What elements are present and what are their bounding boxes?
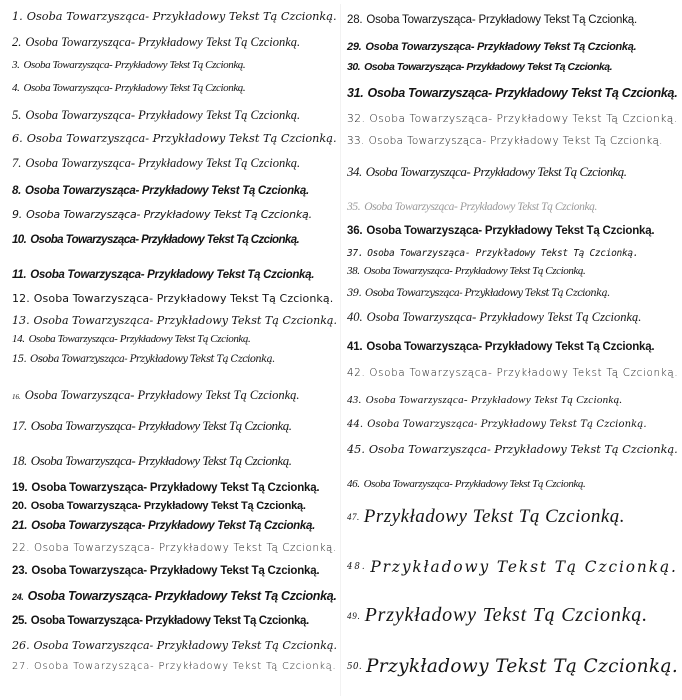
sample-text: Osoba Towarzysząca- Przykładowy Tekst Tą Czcionką. <box>369 367 679 379</box>
sample-number: 50. <box>347 661 363 672</box>
sample-number: 20. <box>12 500 27 512</box>
sample-text: Osoba Towarzysząca- Przykładowy Tekst Tą Czcionką. <box>30 500 306 512</box>
font-sample-33 <box>347 136 663 147</box>
sample-number: 25. <box>12 615 27 627</box>
font-sample-6 <box>12 133 337 145</box>
sample-number: 5. <box>12 108 22 122</box>
sample-text: Osoba Towarzysząca- Przykładowy Tekst Tą Czcionką. <box>27 589 337 603</box>
font-sample-19 <box>12 483 319 495</box>
sample-text: Osoba Towarzysząca- Przykładowy Tekst Tą Czcionką. <box>33 292 334 305</box>
font-sample-39 <box>347 289 610 299</box>
font-sample-38 <box>347 266 585 277</box>
font-sample-24 <box>12 590 337 603</box>
sample-number: 39. <box>347 288 362 299</box>
sample-number: 28. <box>347 14 363 26</box>
font-sample-35 <box>347 202 597 214</box>
font-sample-29 <box>347 42 636 53</box>
sample-number: 47. <box>347 512 360 523</box>
font-sample-25 <box>12 616 309 628</box>
sample-number: 36. <box>347 225 363 237</box>
sample-number: 2. <box>12 35 22 49</box>
sample-number: 10. <box>12 234 27 246</box>
sample-text: Przykładowy Tekst Tą Czcionką. <box>364 604 648 626</box>
sample-text: Osoba Towarzysząca- Przykładowy Tekst Tą Czcionką. <box>30 269 315 281</box>
font-sample-42 <box>347 368 678 379</box>
font-sample-1 <box>12 11 337 23</box>
font-sample-26 <box>12 640 337 652</box>
sample-number: 44. <box>347 419 364 430</box>
font-sample-46 <box>347 479 585 490</box>
sample-number: 45. <box>347 442 365 456</box>
font-sample-48 <box>347 559 678 575</box>
sample-number: 34. <box>347 164 362 179</box>
sample-text: Osoba Towarzysząca- Przykładowy Tekst Tą Czcionką. <box>25 35 301 49</box>
font-sample-20 <box>12 501 306 512</box>
sample-number: 35. <box>347 201 361 213</box>
font-sample-49 <box>347 605 648 625</box>
sample-number: 22. <box>12 542 31 554</box>
sample-text: Osoba Towarzysząca- Przykładowy Tekst Tą Czcionką. <box>25 185 309 197</box>
sample-number: 26. <box>12 638 30 652</box>
sample-text: Osoba Towarzysząca- Przykładowy Tekst Tą Czcionką. <box>28 333 251 345</box>
font-sample-36 <box>347 226 654 238</box>
font-sample-7 <box>12 157 300 170</box>
sample-number: 3. <box>12 59 20 71</box>
font-sample-13 <box>12 315 337 327</box>
font-sample-30 <box>347 62 612 73</box>
font-sample-40 <box>347 311 641 324</box>
sample-text: Osoba Towarzysząca- Przykładowy Tekst Tą Czcionką. <box>364 61 613 73</box>
sample-text: Osoba Towarzysząca- Przykładowy Tekst Tą Czcionką. <box>31 520 315 532</box>
sample-number: 40. <box>347 310 363 324</box>
font-sample-11 <box>12 270 314 282</box>
sample-text: Osoba Towarzysząca- Przykładowy Tekst Tą Czcionką. <box>30 453 292 468</box>
font-sample-10 <box>12 235 299 247</box>
sample-text: Osoba Towarzysząca- Przykładowy Tekst Tą Czcionką. <box>26 9 337 23</box>
font-sample-37 <box>347 249 638 259</box>
sample-text: Osoba Towarzysząca- Przykładowy Tekst Tą Czcionką. <box>365 164 627 179</box>
font-sample-8 <box>12 186 309 198</box>
font-sample-31 <box>347 87 677 100</box>
font-sample-41 <box>347 342 654 354</box>
sample-number: 11. <box>12 269 27 281</box>
sample-text: Osoba Towarzysząca- Przykładowy Tekst Tą Czcionką. <box>23 59 246 71</box>
sample-text: Przykładowy Tekst Tą Czcionką. <box>363 506 626 527</box>
sample-number: 37. <box>347 248 364 259</box>
sample-number: 19. <box>12 482 28 494</box>
font-sample-28 <box>347 15 637 27</box>
sample-text: Osoba Towarzysząca- Przykładowy Tekst Tą Czcionką. <box>365 394 623 406</box>
sample-number: 24. <box>12 592 24 602</box>
sample-text: Osoba Towarzysząca- Przykładowy Tekst Tą Czcionką. <box>33 638 338 652</box>
sample-number: 18. <box>12 453 27 468</box>
font-sample-14 <box>12 334 250 345</box>
font-sample-44 <box>347 420 647 430</box>
sample-text: Osoba Towarzysząca- Przykładowy Tekst Tą Czcionką. <box>366 225 655 237</box>
sample-text: Osoba Towarzysząca- Przykładowy Tekst Tą Czcionką. <box>31 482 320 494</box>
sample-text: Osoba Towarzysząca- Przykładowy Tekst Tą Czcionką. <box>366 14 637 26</box>
sample-number: 6. <box>12 131 23 145</box>
sample-number: 4. <box>12 82 20 94</box>
sample-number: 15. <box>12 354 27 365</box>
sample-number: 33. <box>347 135 365 147</box>
font-sample-34 <box>347 165 627 178</box>
font-sample-47 <box>347 507 625 526</box>
sample-text: Osoba Towarzysząca- Przykładowy Tekst Tą Czcionką. <box>365 41 637 53</box>
sample-text: Osoba Towarzysząca- Przykładowy Tekst Tą Czcionką. <box>25 108 301 122</box>
sample-text: Osoba Towarzysząca- Przykładowy Tekst Tą Czcionką. <box>30 354 275 365</box>
sample-text: Osoba Towarzysząca- Przykładowy Tekst Tą Czcionką. <box>363 265 586 277</box>
sample-text: Osoba Towarzysząca- Przykładowy Tekst Tą Czcionką. <box>26 131 337 145</box>
font-sample-43 <box>347 395 622 406</box>
sample-number: 32. <box>347 112 366 125</box>
font-sample-2 <box>12 36 300 49</box>
sample-text: Osoba Towarzysząca- Przykładowy Tekst Tą Czcionką. <box>25 156 301 170</box>
right-column <box>341 0 682 700</box>
sample-text: Osoba Towarzysząca- Przykładowy Tekst Tą Czcionką. <box>30 234 300 246</box>
sample-number: 38. <box>347 265 360 277</box>
font-sample-23 <box>12 566 319 578</box>
font-sample-45 <box>347 444 678 456</box>
sample-number: 41. <box>347 341 363 353</box>
sample-number: 14. <box>12 333 25 345</box>
sample-text: Osoba Towarzysząca- Przykładowy Tekst Tą Czcionką. <box>367 248 639 259</box>
sample-text: Osoba Towarzysząca- Przykładowy Tekst Tą Czcionką. <box>30 418 292 433</box>
sample-number: 48. <box>347 562 367 572</box>
sample-number: 27. <box>12 661 31 672</box>
sample-text: Osoba Towarzysząca- Przykładowy Tekst Tą Czcionką. <box>368 135 663 147</box>
sample-number: 8. <box>12 185 21 197</box>
sample-text: Osoba Towarzysząca- Przykładowy Tekst Tą Czcionką. <box>368 442 678 456</box>
sample-number: 9. <box>12 208 23 221</box>
sample-number: 23. <box>12 565 28 577</box>
font-sample-16 <box>12 389 300 402</box>
sample-number: 31. <box>347 86 364 100</box>
sample-number: 21. <box>12 520 28 532</box>
sample-number: 1. <box>12 9 23 23</box>
font-sample-50 <box>347 657 678 676</box>
sample-number: 42. <box>347 367 366 379</box>
font-sample-3 <box>12 60 245 71</box>
font-sample-9 <box>12 209 312 220</box>
sample-text: Przykładowy Tekst Tą Czcionką. <box>370 557 678 576</box>
font-sample-27 <box>12 662 337 672</box>
sample-number: 43. <box>347 394 362 406</box>
font-sample-15 <box>12 355 275 365</box>
sample-text: Osoba Towarzysząca- Przykładowy Tekst Tą Czcionką. <box>31 565 320 577</box>
font-sample-5 <box>12 109 300 122</box>
font-sample-12 <box>12 293 333 304</box>
sample-number: 13. <box>12 313 30 327</box>
sample-text: Osoba Towarzysząca- Przykładowy Tekst Tą Czcionką. <box>366 341 655 353</box>
sample-text: Osoba Towarzysząca- Przykładowy Tekst Tą Czcionką. <box>30 615 309 627</box>
sample-number: 12. <box>12 292 30 305</box>
sample-number: 16. <box>12 393 21 401</box>
sample-text: Osoba Towarzysząca- Przykładowy Tekst Tą Czcionką. <box>23 82 246 94</box>
sample-text: Osoba Towarzysząca- Przykładowy Tekst Tą Czcionką. <box>34 542 337 554</box>
sample-number: 29. <box>347 41 362 53</box>
sample-text: Przykładowy Tekst Tą Czcionką. <box>365 655 679 677</box>
font-sample-21 <box>12 521 315 533</box>
sample-number: 49. <box>347 610 361 621</box>
sample-text: Osoba Towarzysząca- Przykładowy Tekst Tą Czcionką. <box>367 419 647 430</box>
font-sample-4 <box>12 83 245 94</box>
sample-text: Osoba Towarzysząca- Przykładowy Tekst Tą Czcionką. <box>366 310 642 324</box>
font-sample-22 <box>12 543 337 554</box>
font-sample-17 <box>12 419 292 432</box>
font-sample-32 <box>347 113 678 124</box>
sample-number: 46. <box>347 478 360 490</box>
sample-number: 17. <box>12 418 27 433</box>
sample-text: Osoba Towarzysząca- Przykładowy Tekst Tą Czcionką. <box>26 208 312 221</box>
sample-text: Osoba Towarzysząca- Przykładowy Tekst Tą Czcionką. <box>363 478 586 490</box>
font-sample-18 <box>12 454 292 467</box>
sample-number: 7. <box>12 156 22 170</box>
sample-text: Osoba Towarzysząca- Przykładowy Tekst Tą Czcionką. <box>24 388 300 402</box>
sample-number: 30. <box>347 61 361 73</box>
sample-text: Osoba Towarzysząca- Przykładowy Tekst Tą Czcionką. <box>364 201 597 213</box>
sample-text: Osoba Towarzysząca- Przykładowy Tekst Tą Czcionką. <box>33 313 338 327</box>
sample-text: Osoba Towarzysząca- Przykładowy Tekst Tą Czcionką. <box>365 288 610 299</box>
sample-text: Osoba Towarzysząca- Przykładowy Tekst Tą Czcionką. <box>33 661 337 672</box>
sample-text: Osoba Towarzysząca- Przykładowy Tekst Tą Czcionką. <box>369 112 678 125</box>
sample-text: Osoba Towarzysząca- Przykładowy Tekst Tą Czcionką. <box>367 86 678 100</box>
